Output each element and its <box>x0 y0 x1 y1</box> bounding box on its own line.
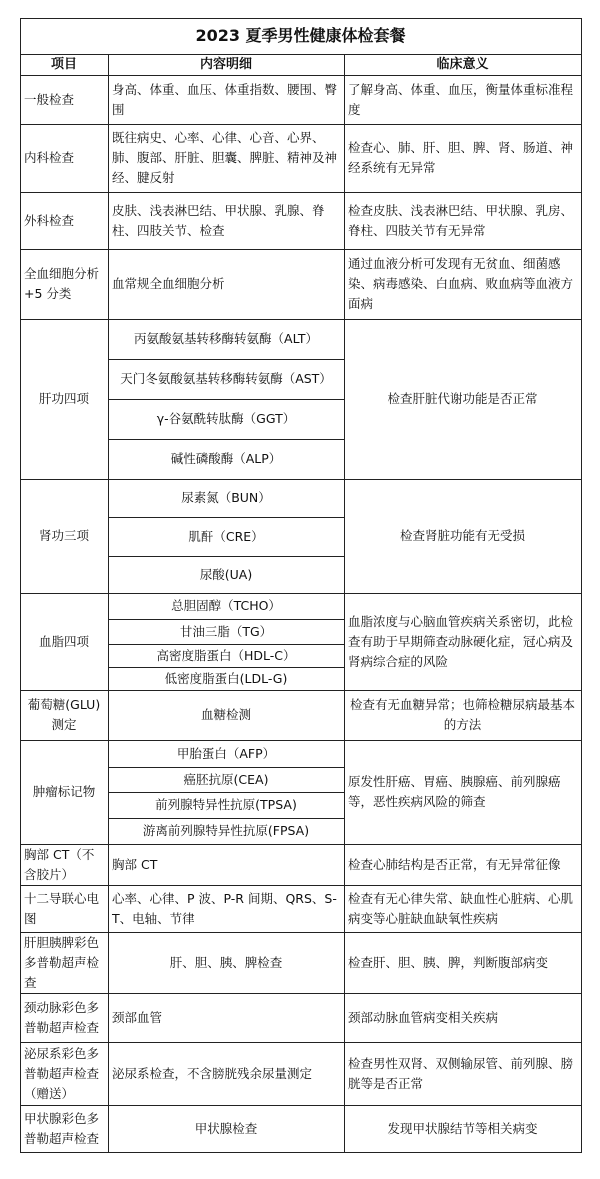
row-item: 肾功三项 <box>38 528 89 543</box>
row-content-sub: 丙氨酸氨基转移酶转氨酶（ALT） <box>134 331 318 346</box>
row-content: 既往病史、心率、心律、心音、心界、肺、腹部、肝脏、胆囊、脾脏、精神及神经、腱反射 <box>112 130 338 185</box>
table-title: 2023 夏季男性健康体检套餐 <box>195 26 406 45</box>
row-item: 葡萄糖(GLU)测定 <box>27 697 101 732</box>
table-rule-h <box>108 767 344 768</box>
row-meaning: 检查肝、胆、胰、脾，判断腹部病变 <box>348 954 549 970</box>
row-meaning: 血脂浓度与心脑血管疾病关系密切，此检查有助于早期筛查动脉硬化症，冠心病及肾病综合症的风险 <box>348 613 574 669</box>
table-rule-v <box>20 18 21 1152</box>
row-item: 外科检查 <box>24 212 75 228</box>
row-meaning: 了解身高、体重、血压，衡量体重标准程度 <box>348 81 574 117</box>
row-content: 皮肤、浅表淋巴结、甲状腺、乳腺、脊柱、四肢关节、检查 <box>112 202 325 238</box>
row-meaning: 检查心肺结构是否正常，有无异常征像 <box>348 856 561 872</box>
table-rule-h <box>20 1042 582 1043</box>
table-rule-v <box>108 54 109 1152</box>
table-rule-h <box>20 1105 582 1106</box>
table-rule-h <box>108 792 344 793</box>
table-rule-h <box>20 932 582 933</box>
row-content-sub: 肌酐（CRE） <box>188 528 264 544</box>
row-content: 血糖检测 <box>200 707 251 722</box>
table-rule-v <box>581 18 582 1153</box>
row-meaning: 检查有无血糖异常；也筛检糖尿病最基本的方法 <box>349 697 575 732</box>
table-rule-h <box>20 75 582 76</box>
row-content: 胸部 CT <box>112 856 158 872</box>
row-item: 肿瘤标记物 <box>32 784 96 799</box>
table-rule-h <box>20 740 582 741</box>
row-item: 泌尿系彩色多普勒超声检查（赠送） <box>24 1045 100 1101</box>
table-rule-h <box>108 439 344 440</box>
table-rule-h <box>20 124 582 125</box>
row-meaning: 检查肝脏代谢功能是否正常 <box>387 391 538 406</box>
row-content: 身高、体重、血压、体重指数、腰围、臀围 <box>112 81 338 117</box>
table-rule-h <box>20 54 582 55</box>
row-item: 颈动脉彩色多普勒超声检查 <box>24 999 100 1035</box>
row-meaning: 原发性肝癌、胃癌、胰腺癌、前列腺癌等，恶性疾病风险的筛查 <box>348 774 561 809</box>
row-content-sub: 低密度脂蛋白(LDL-G) <box>164 670 288 686</box>
row-content-sub: γ-谷氨酰转肽酶（GGT） <box>156 411 296 426</box>
row-content: 泌尿系检查，不含膀胱残余尿量测定 <box>112 1065 313 1081</box>
row-content-sub: 天门冬氨酸氨基转移酶转氨酶（AST） <box>120 371 332 386</box>
row-content: 颈部血管 <box>112 1009 163 1025</box>
table-rule-h <box>20 690 582 691</box>
row-item: 血脂四项 <box>38 633 89 649</box>
row-meaning: 检查男性双肾、双侧输尿管、前列腺、膀胱等是否正常 <box>348 1055 574 1091</box>
row-content-sub: 高密度脂蛋白（HDL-C） <box>156 647 296 663</box>
row-meaning: 检查皮肤、浅表淋巴结、甲状腺、乳房、脊柱、四肢关节有无异常 <box>348 202 574 238</box>
row-content: 心率、心律、P 波、P-R 间期、QRS、S-T、电轴、节律 <box>112 890 337 926</box>
row-content-sub: 癌胚抗原(CEA) <box>183 771 269 787</box>
row-content-sub: 尿酸(UA) <box>199 566 253 582</box>
table-rule-h <box>108 556 344 557</box>
row-content: 甲状腺检查 <box>194 1120 258 1136</box>
row-item: 肝功四项 <box>38 391 89 406</box>
row-item: 十二导联心电图 <box>24 890 100 926</box>
table-rule-h <box>20 192 582 193</box>
row-content-sub: 前列腺特异性抗原(TPSA) <box>155 797 297 812</box>
table-rule-h <box>20 249 582 250</box>
table-rule-h <box>20 1152 582 1153</box>
row-item: 一般检查 <box>24 91 75 107</box>
row-meaning: 检查有无心律失常、缺血性心脏病、心肌病变等心脏缺血缺氧性疾病 <box>348 890 574 926</box>
column-header: 项目 <box>50 56 77 72</box>
row-content-sub: 甲胎蛋白（AFP） <box>176 745 276 761</box>
table-rule-h <box>20 593 582 594</box>
table-rule-h <box>20 993 582 994</box>
column-header: 内容明细 <box>199 56 252 72</box>
table-rule-h <box>108 399 344 400</box>
table-rule-h <box>108 667 344 668</box>
row-meaning: 通过血液分析可发现有无贫血、细菌感染、病毒感染、白血病、败血病等血液方面病 <box>348 256 574 311</box>
row-content: 肝、胆、胰、脾检查 <box>169 954 283 970</box>
row-item: 胸部 CT（不含胶片） <box>24 846 95 882</box>
table-rule-h <box>108 359 344 360</box>
table-rule-h <box>20 844 582 845</box>
column-header: 临床意义 <box>436 56 489 72</box>
table-rule-h <box>108 517 344 518</box>
row-item: 甲状腺彩色多普勒超声检查 <box>24 1110 100 1146</box>
table-rule-v <box>344 54 345 1152</box>
row-meaning: 发现甲状腺结节等相关病变 <box>387 1120 538 1136</box>
row-content-sub: 尿素氮（BUN） <box>181 490 271 505</box>
row-item: 全血细胞分析+5 分类 <box>24 266 100 301</box>
row-content-sub: 碱性磷酸酶（ALP） <box>170 451 282 466</box>
table-rule-h <box>20 319 582 320</box>
table-rule-h <box>20 479 582 480</box>
row-meaning: 检查肾脏功能有无受损 <box>399 528 525 543</box>
table-rule-h <box>108 619 344 620</box>
table-rule-h <box>108 644 344 645</box>
row-meaning: 颈部动脉血管病变相关疾病 <box>348 1009 499 1025</box>
table-rule-h <box>20 18 582 19</box>
row-content-sub: 游离前列腺特异性抗原(FPSA) <box>142 823 310 838</box>
row-content-sub: 总胆固醇（TCHO） <box>171 598 281 613</box>
table-rule-h <box>108 818 344 819</box>
row-content: 血常规全血细胞分析 <box>112 276 225 291</box>
row-content-sub: 甘油三脂（TG） <box>179 623 273 639</box>
table-rule-h <box>20 885 582 886</box>
row-item: 肝胆胰脾彩色多普勒超声检查 <box>24 934 100 990</box>
row-meaning: 检查心、肺、肝、胆、脾、肾、肠道、神经系统有无异常 <box>348 140 574 175</box>
row-item: 内科检查 <box>24 150 75 165</box>
